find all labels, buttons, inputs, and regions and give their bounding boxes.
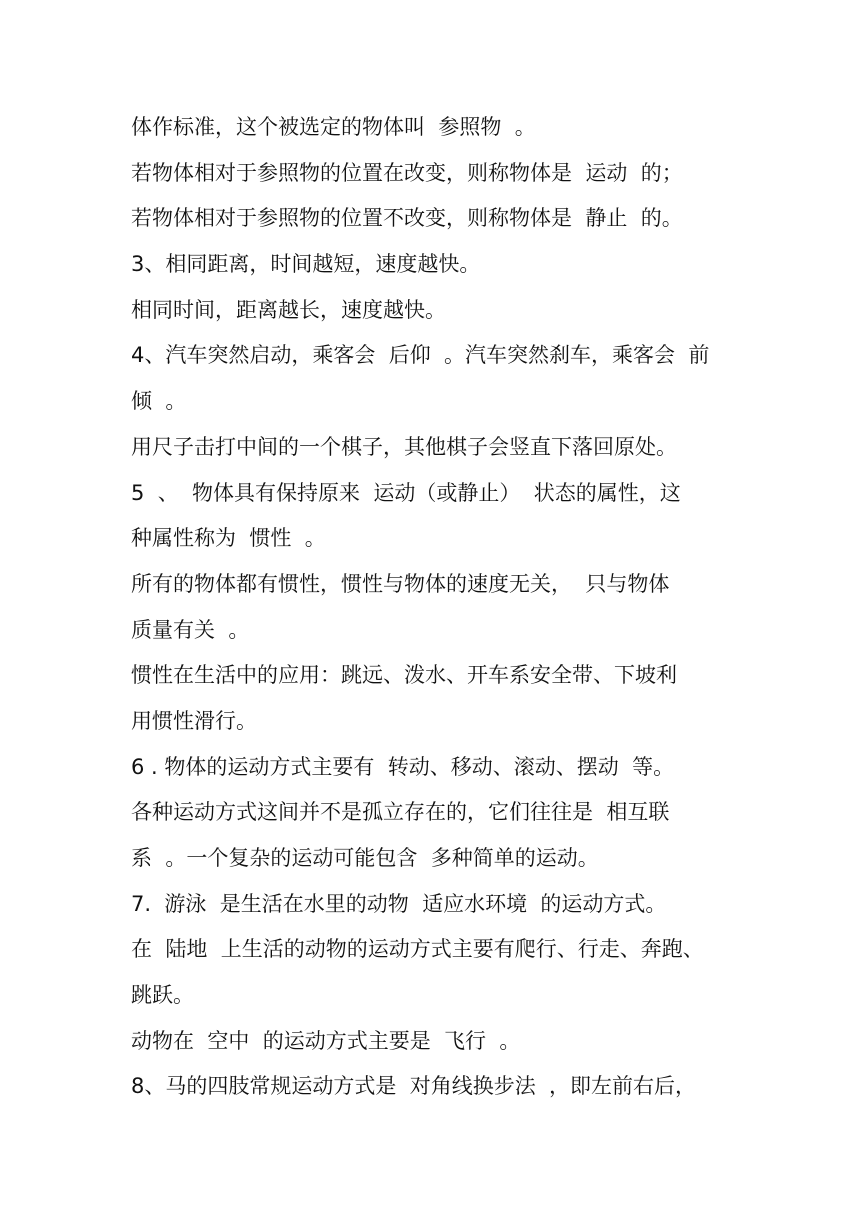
text-line: 用惯性滑行。 bbox=[131, 708, 257, 733]
document-body bbox=[131, 105, 736, 1110]
text-line: 所有的物体都有惯性，惯性与物体的速度无关， 只与物体 bbox=[131, 571, 670, 596]
text-line: 种属性称为 惯性 。 bbox=[131, 526, 326, 551]
text-line: 惯性在生活中的应用：跳远、泼水、开车系安全带、下坡利 bbox=[131, 663, 677, 688]
text-line: 体作标准，这个被选定的物体叫 参照物 。 bbox=[131, 115, 536, 139]
text-line: 各种运动方式这间并不是孤立存在的，它们往往是 相互联 bbox=[131, 800, 670, 825]
text-line: 5 、 物体具有保持原来 运动（或静止） 状态的属性，这 bbox=[131, 480, 681, 505]
text-line: 若物体相对于参照物的位置在改变，则称物体是 运动 的； bbox=[131, 160, 683, 185]
text-line: 4、汽车突然启动，乘客会 后仰 。汽车突然刹车，乘客会 前 bbox=[131, 343, 710, 368]
text-line: 在 陆地 上生活的动物的运动方式主要有爬行、行走、奔跑、 bbox=[131, 937, 704, 962]
text-line: 7. 游泳 是生活在水里的动物 适应水环境 的运动方式。 bbox=[131, 891, 667, 916]
text-line: 用尺子击打中间的一个棋子，其他棋子会竖直下落回原处。 bbox=[131, 434, 677, 459]
text-line: 相同时间，距离越长，速度越快。 bbox=[131, 297, 446, 322]
text-line: 动物在 空中 的运动方式主要是 飞行 。 bbox=[131, 1028, 521, 1053]
text-line: 3、相同距离，时间越短，速度越快。 bbox=[131, 252, 481, 277]
text-line: 倾 。 bbox=[131, 389, 187, 414]
text-line: 质量有关 。 bbox=[131, 617, 250, 642]
text-line: 跳跃。 bbox=[131, 983, 194, 1008]
text-line: 8、马的四肢常规运动方式是 对角线换步法 ，即左前右后， bbox=[131, 1074, 697, 1099]
text-line: 系 。一个复杂的运动可能包含 多种简单的运动。 bbox=[131, 846, 599, 870]
text-line: 6 . 物体的运动方式主要有 转动、移动、滚动、摆动 等。 bbox=[131, 754, 675, 779]
text-line: 若物体相对于参照物的位置不改变，则称物体是 静止 的。 bbox=[131, 206, 683, 231]
